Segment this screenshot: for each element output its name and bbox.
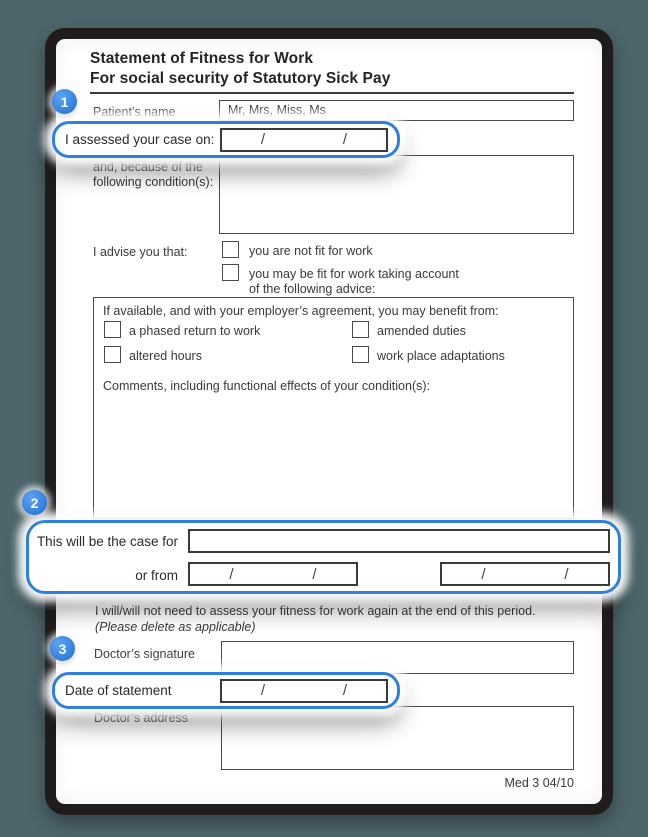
may-fit-label — [249, 267, 459, 297]
date-slash: / — [260, 131, 266, 148]
case-for-label: This will be the case for — [36, 534, 178, 549]
date-slash: / — [564, 565, 569, 583]
date-slash: / — [481, 565, 486, 583]
annotation-badge-3: 3 — [50, 636, 75, 661]
annotation-badge-1: 1 — [52, 89, 77, 114]
statement-date-highlight — [52, 672, 400, 709]
form-title-line1: Statement of Fitness for Work — [90, 50, 314, 67]
phased-return-label: a phased return to work — [129, 324, 261, 338]
or-from-label: or from — [135, 568, 178, 583]
comments-label: Comments, including functional effects of your condition(s): — [103, 379, 431, 393]
date-slash: / — [342, 682, 348, 699]
case-for-field[interactable] — [188, 529, 610, 553]
condition-label-line1: and, because of the — [93, 160, 203, 174]
date-slash: / — [342, 131, 348, 148]
reassess-note-italic: (Please delete as applicable) — [95, 620, 256, 634]
assessed-date-field[interactable] — [220, 128, 388, 152]
amended-duties-label: amended duties — [377, 324, 466, 338]
amended-duties-checkbox[interactable] — [352, 321, 369, 338]
statement-date-label: Date of statement — [65, 683, 172, 698]
date-slash: / — [260, 682, 266, 699]
doctor-address-label: Doctor’s address — [94, 711, 189, 725]
workplace-adaptations-label: work place adaptations — [377, 349, 505, 363]
may-fit-checkbox[interactable] — [222, 264, 239, 281]
not-fit-checkbox[interactable] — [222, 241, 239, 258]
date-slash: / — [312, 565, 317, 583]
may-fit-label-line2: of the following advice: — [249, 282, 376, 296]
employer-benefit-section — [93, 297, 574, 519]
benefit-intro: If available, and with your employer’s agreement, you may benefit from: — [103, 304, 499, 318]
statement-date-field[interactable] — [220, 679, 388, 703]
patient-name-label: Patient’s name — [93, 105, 176, 119]
assessed-date-label: I assessed your case on: — [65, 132, 215, 147]
title-rule — [90, 92, 574, 94]
to-date-field[interactable] — [440, 562, 610, 586]
assessed-date-highlight — [52, 121, 400, 158]
patient-name-field[interactable] — [219, 100, 574, 121]
altered-hours-label: altered hours — [129, 349, 202, 363]
duration-highlight — [26, 520, 621, 594]
from-date-field[interactable] — [188, 562, 358, 586]
reassess-note: I will/will not need to assess your fitness for work again at the end of this period. — [95, 604, 536, 618]
not-fit-label: you are not fit for work — [249, 244, 373, 258]
patient-name-value: Mr, Mrs, Miss, Ms — [228, 103, 326, 117]
doctor-signature-field[interactable] — [221, 641, 574, 674]
form-code: Med 3 04/10 — [504, 776, 574, 790]
date-slash: / — [229, 565, 234, 583]
doctor-signature-label: Doctor’s signature — [94, 647, 195, 661]
condition-field[interactable] — [219, 155, 574, 234]
phased-return-checkbox[interactable] — [104, 321, 121, 338]
workplace-adaptations-checkbox[interactable] — [352, 346, 369, 363]
form-title — [90, 49, 580, 89]
condition-label-line2: following condition(s): — [93, 175, 214, 189]
advice-label: I advise you that: — [93, 245, 188, 259]
condition-label — [93, 160, 213, 190]
may-fit-label-line1: you may be fit for work taking account — [249, 267, 459, 281]
form-title-line2: For social security of Statutory Sick Pay — [90, 70, 391, 87]
annotation-badge-2: 2 — [22, 490, 47, 515]
doctor-address-field[interactable] — [221, 706, 574, 770]
altered-hours-checkbox[interactable] — [104, 346, 121, 363]
